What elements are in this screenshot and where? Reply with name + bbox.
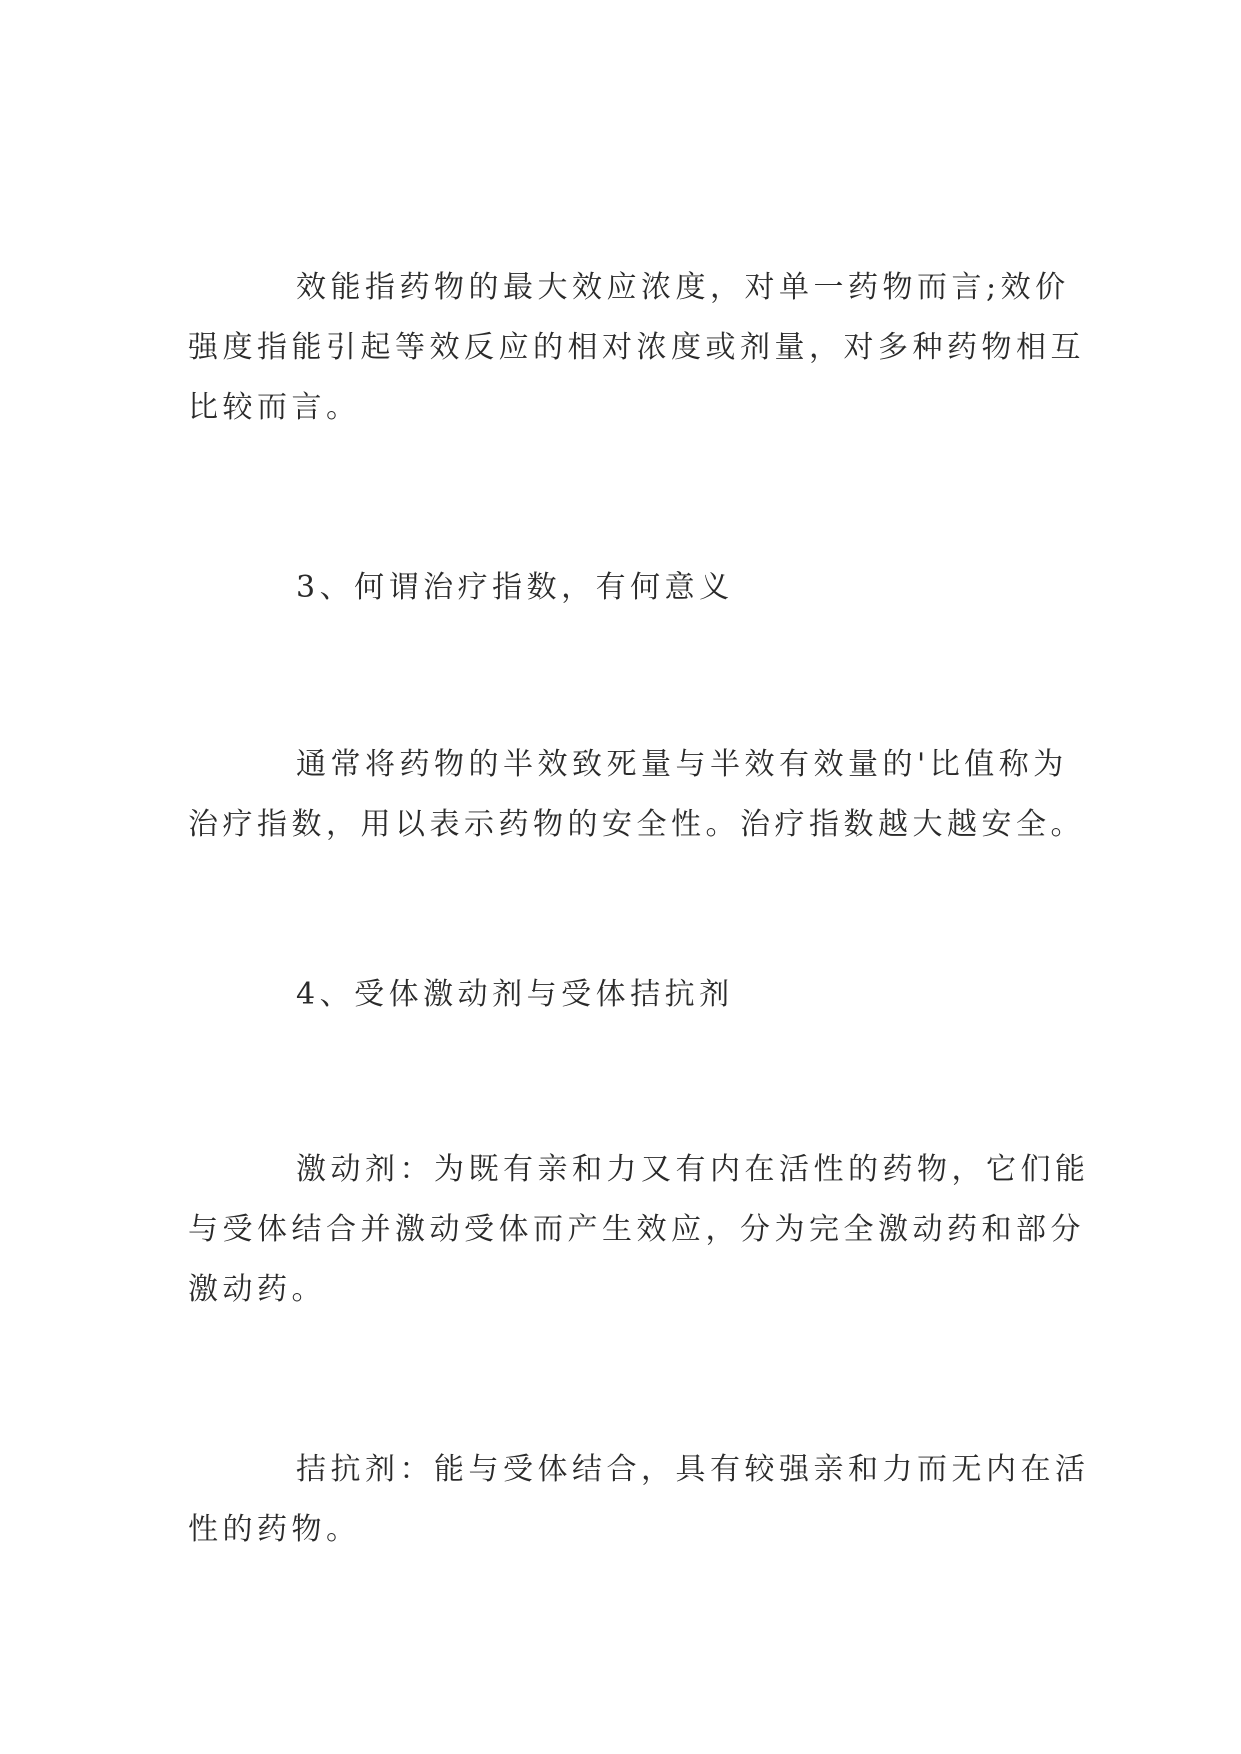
paragraph-efficacy-potency [188,258,1085,438]
paragraph-line: 与受体结合并激动受体而产生效应，分为完全激动药和部分 [188,1212,1085,1247]
paragraph-line: 比较而言。 [188,390,361,425]
paragraph-line: 激动药。 [188,1272,326,1307]
heading-agonist-antagonist [188,965,1048,1025]
heading-therapeutic-index [188,558,1048,618]
paragraph-agonist [188,1140,1090,1320]
paragraph-line: 通常将药物的半效致死量与半效有效量的'比值称为 [296,747,1068,782]
paragraph-line: 效能指药物的最大效应浓度，对单一药物而言;效价 [296,270,1070,305]
paragraph-line: 性的药物。 [188,1512,361,1547]
paragraph-antagonist [188,1440,1090,1560]
paragraph-therapeutic-index [188,735,1085,855]
paragraph-line: 拮抗剂：能与受体结合，具有较强亲和力而无内在活 [296,1452,1090,1487]
paragraph-line: 治疗指数，用以表示药物的安全性。治疗指数越大越安全。 [188,807,1085,842]
heading-line: 4、受体激动剂与受体拮抗剂 [296,977,734,1012]
heading-line: 3、何谓治疗指数，有何意义 [296,570,734,605]
paragraph-line: 强度指能引起等效反应的相对浓度或剂量，对多种药物相互 [188,330,1085,365]
paragraph-line: 激动剂：为既有亲和力又有内在活性的药物，它们能 [296,1152,1090,1187]
